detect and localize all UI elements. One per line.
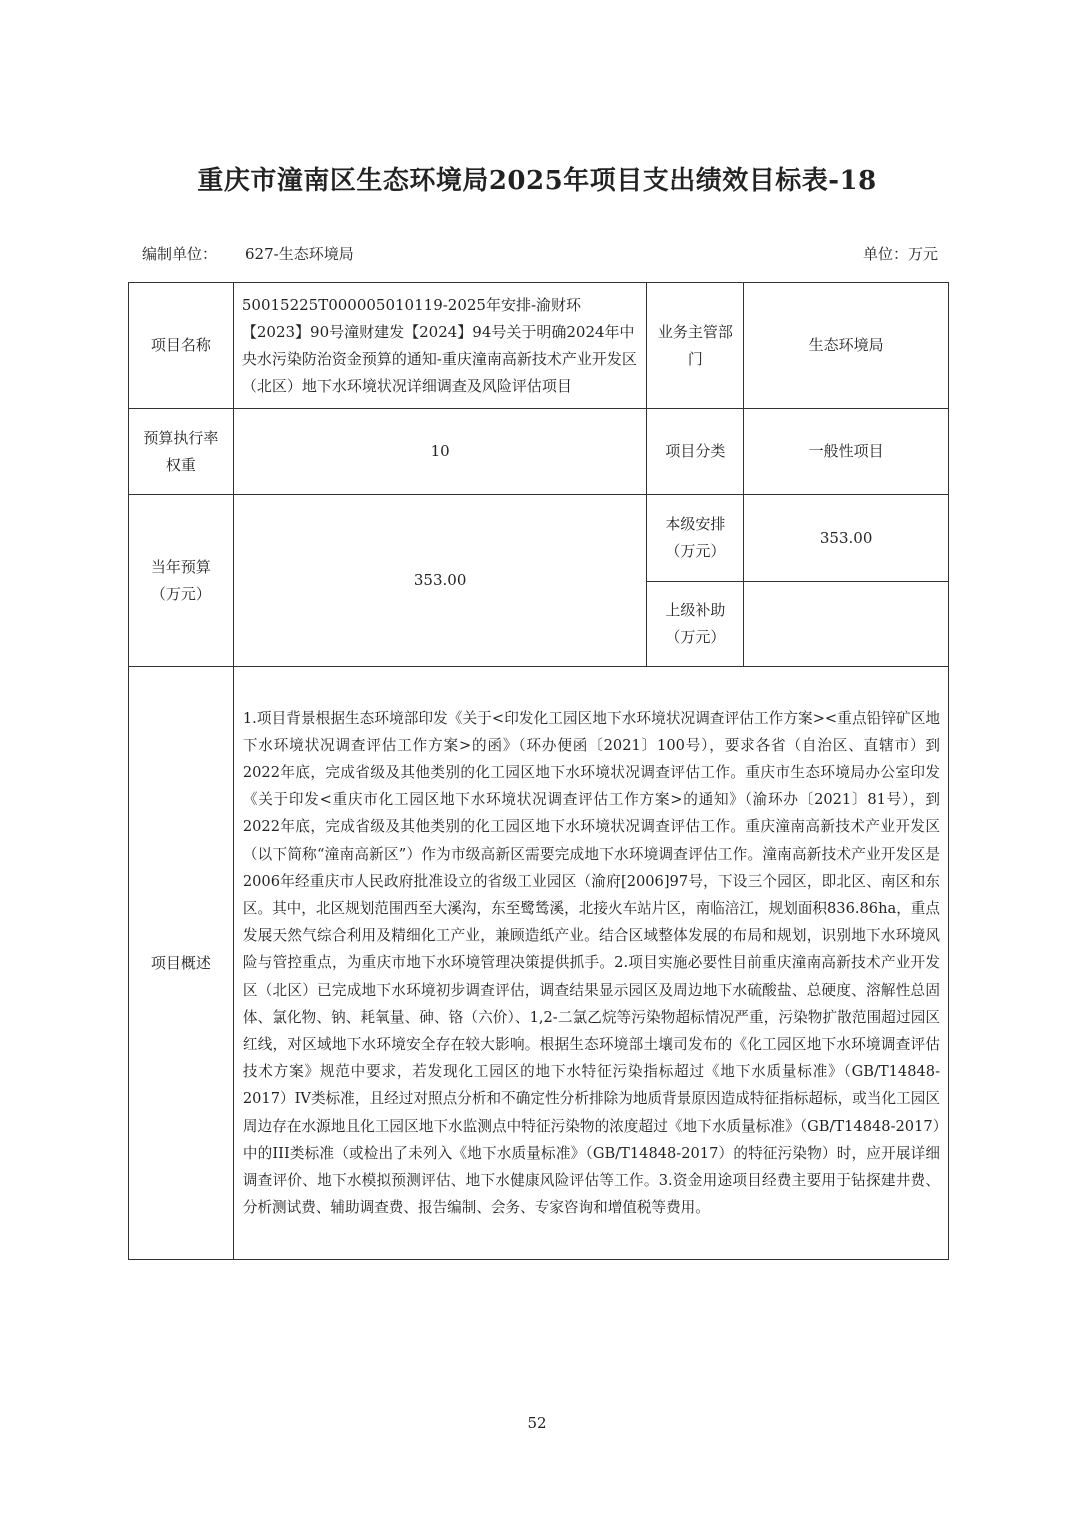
overview-label: 项目概述 <box>129 667 234 1260</box>
dept-value: 生态环境局 <box>744 283 949 409</box>
category-value: 一般性项目 <box>744 409 949 495</box>
page-title: 重庆市潼南区生态环境局2025年项目支出绩效目标表-18 <box>197 166 877 196</box>
table-row <box>129 283 949 409</box>
budget-value: 353.00 <box>233 495 647 667</box>
dept-label: 业务主管部门 <box>647 283 744 409</box>
compiling-unit <box>142 243 354 264</box>
overview-text: 1.项目背景根据生态环境部印发《关于<印发化工园区地下水环境状况调查评估工作方案><重点铅锌矿区地下水环境状况调查评估工作方案>的函》（环办便函〔2021〕100号），要求各省（自治区、直辖市）到2022年底，完成省级及其他类别的化工园区地下水环境状况调查评估工作。重庆市生态环境局办公室印发《关于印发<重庆市化工园区地下水环境状况调查评估工作方案>的通知》（渝环办〔2021〕81号），到2022年底，完成省级及其他类别的化工园区地下水环境状况调查评估工作。重庆潼南高新技术产业开发区（以下简称“潼南高新区”）作为市级高新区需要完成地下水环境调查评估工作。潼南高新技术产业开发区是2006年经重庆市人民政府批准设立的省级工业园区（渝府[2006]97号，下设三个园区，即北区、南区和东区。其中，北区规划范围西至大溪沟，东至鹭鸶溪，北接火车站片区，南临涪江，规划面积836.86ha，重点发展天然气综合利用及精细化工产业，兼顾造纸产业。结合区域整体发展的布局和规划，识别地下水环境风险与管控重点，为重庆市地下水环境管理决策提供抓手。2.项目实施必要性目前重庆潼南高新技术产业开发区（北区）已完成地下水环境初步调查评估，调查结果显示园区及周边地下水硫酸盐、总硬度、溶解性总固体、氯化物、钠、耗氧量、砷、铬（六价）、1,2-二氯乙烷等污染物超标情况严重，污染物扩散范围超过园区红线，对区域地下水环境安全存在较大影响。根据生态环境部土壤司发布的《化工园区地下水环境调查评估技术方案》规范中要求，若发现化工园区的地下水特征污染指标超过《地下水质量标准》（GB/T14848-2017）IV类标准，且经过对照点分析和不确定性分析排除为地质背景原因造成特征指标超标，或当化工园区周边存在水源地且化工园区地下水监测点中特征污染物的浓度超过《地下水质量标准》（GB/T14848-2017）中的III类标准（或检出了未列入《地下水质量标准》（GB/T14848-2017）的特征污染物）时，应开展详细调查评价、地下水模拟预测评估、地下水健康风险评估等工作。3.资金用途项目经费主要用于钻探建井费、分析测试费、辅助调查费、报告编制、会务、专家咨询和增值税等费用。 <box>233 667 948 1260</box>
table-row <box>129 495 949 582</box>
upper-label: 上级补助（万元） <box>647 582 744 667</box>
budget-label: 当年预算（万元） <box>129 495 234 667</box>
page-number: 52 <box>527 1414 547 1432</box>
local-value: 353.00 <box>744 495 949 582</box>
table-row <box>129 667 949 1260</box>
weight-label: 预算执行率权重 <box>129 409 234 495</box>
weight-value: 10 <box>233 409 647 495</box>
local-label: 本级安排（万元） <box>647 495 744 582</box>
project-name-label: 项目名称 <box>129 283 234 409</box>
upper-value <box>744 582 949 667</box>
project-name: 50015225T000005010119-2025年安排-渝财环【2023】90号潼财建发【2024】94号关于明确2024年中央水污染防治资金预算的通知-重庆潼南高新技术产业开发区（北区）地下水环境状况详细调查及风险评估项目 <box>233 283 647 409</box>
compiling-unit-label: 编制单位： <box>142 245 218 263</box>
category-label: 项目分类 <box>647 409 744 495</box>
currency-unit: 单位：万元 <box>862 245 938 263</box>
compiling-unit-value: 627-生态环境局 <box>245 245 354 263</box>
table-row <box>129 409 949 495</box>
performance-table <box>128 282 949 1260</box>
